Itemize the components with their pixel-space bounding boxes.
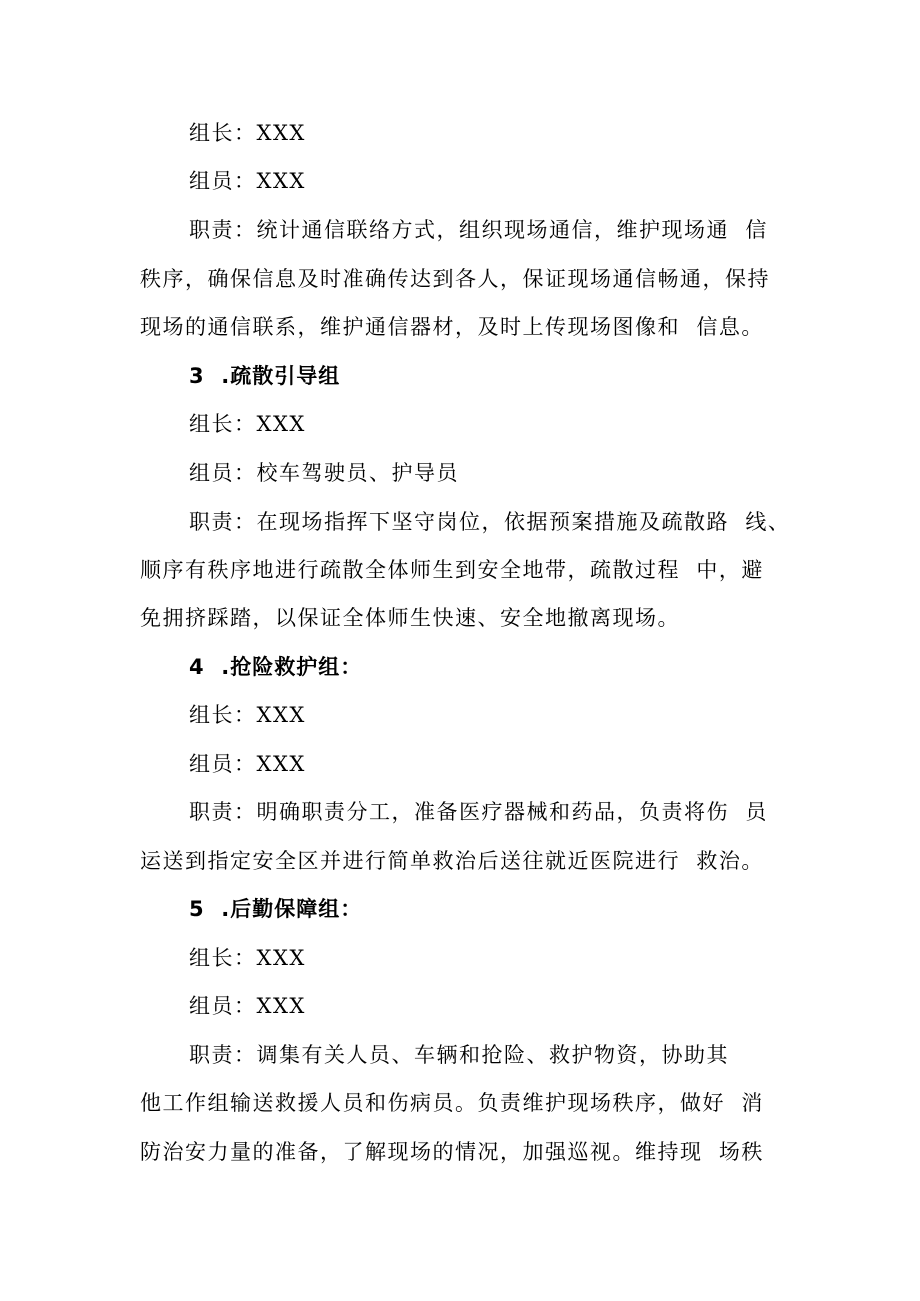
team-member-line: 组员：XXX (189, 994, 306, 1018)
duty-line: 职责：在现场指挥下坚守岗位，依据预案措施及疏散路 线、 (189, 510, 791, 534)
team-leader-line: 组长：XXX (189, 121, 306, 145)
duty-line: 职责：明确职责分工，准备医疗器械和药品，负责将伤 员 (189, 800, 768, 824)
duty-line: 现场的通信联系，维护通信器材，及时上传现场图像和 信息。 (140, 315, 764, 339)
duty-line: 职责：统计通信联络方式，组织现场通信，维护现场通 信 (189, 218, 768, 242)
section-heading-evacuation: 3 .疏散引导组 (189, 364, 341, 388)
section-heading-logistics: 5 .后勤保障组： (189, 897, 363, 921)
section-heading-rescue: 4 .抢险救护组： (189, 655, 363, 679)
duty-line: 防治安力量的准备，了解现场的情况，加强巡视。维持现 场秩 (140, 1140, 764, 1164)
team-leader-line: 组长：XXX (189, 703, 306, 727)
duty-line: 免拥挤踩踏，以保证全体师生快速、安全地撤离现场。 (140, 606, 680, 630)
duty-line: 他工作组输送救援人员和伤病员。负责维护现场秩序，做好 消 (140, 1091, 764, 1115)
team-member-line: 组员：XXX (189, 169, 306, 193)
duty-line: 运送到指定安全区并进行简单救治后送往就近医院进行 救治。 (140, 849, 764, 873)
team-member-line: 组员：XXX (189, 752, 306, 776)
team-member-line: 组员：校车驾驶员、护导员 (189, 461, 459, 485)
duty-line: 顺序有秩序地进行疏散全体师生到安全地带，疏散过程 中，避 (140, 558, 764, 582)
team-leader-line: 组长：XXX (189, 946, 306, 970)
team-leader-line: 组长：XXX (189, 412, 306, 436)
duty-line: 秩序，确保信息及时准确传达到各人，保证现场通信畅通，保持 (140, 267, 770, 291)
duty-line: 职责：调集有关人员、车辆和抢险、救护物资，协助其 (189, 1043, 729, 1067)
